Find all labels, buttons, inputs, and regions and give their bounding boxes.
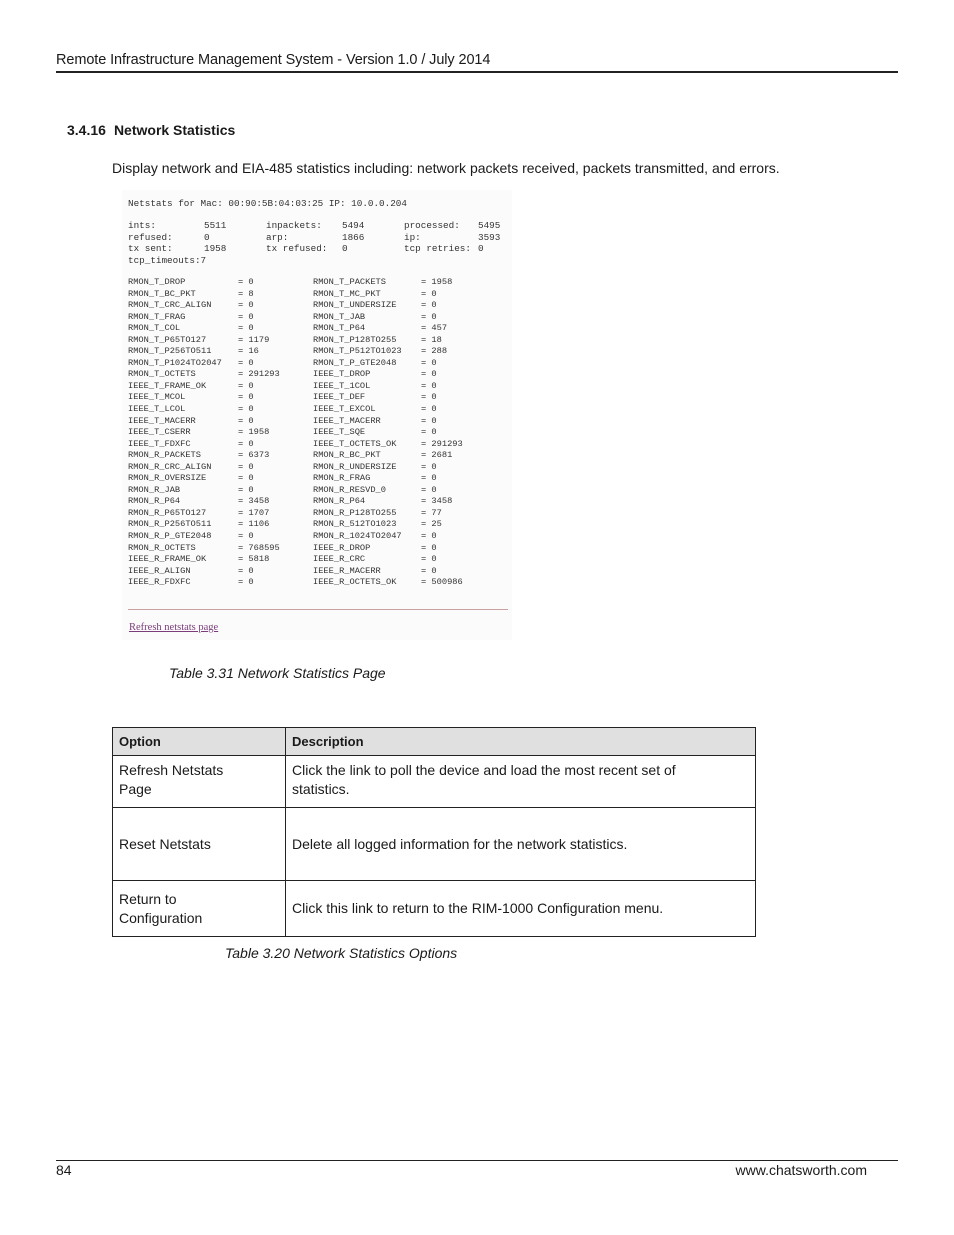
- summary-label: tx sent:: [128, 243, 173, 255]
- counter-value: = 0: [421, 461, 437, 472]
- table-row: [128, 358, 501, 370]
- netstats-counters: [128, 277, 501, 589]
- counter-name: RMON_T_DROP: [128, 277, 186, 287]
- summary-label: refused:: [128, 231, 173, 243]
- counter-name: IEEE_T_OCTETS_OK: [313, 438, 397, 449]
- table-row: [128, 450, 501, 462]
- table-row: [128, 508, 501, 520]
- option-text: Reset Netstats: [119, 835, 211, 852]
- counter-name: RMON_T_P512TO1023: [313, 346, 402, 357]
- counter-name: RMON_R_CRC_ALIGN: [128, 461, 212, 472]
- table-row: [113, 756, 756, 808]
- counter-value: = 1106: [238, 519, 270, 530]
- options-table: [112, 727, 756, 937]
- counter-name: RMON_T_MC_PKT: [313, 288, 381, 299]
- description-cell: [286, 756, 756, 808]
- counter-value: = 0: [421, 565, 437, 576]
- option-text: Refresh Netstats: [119, 762, 224, 778]
- summary-value: 3593: [478, 231, 501, 243]
- netstats-summary: [128, 220, 500, 266]
- counter-name: RMON_R_P128TO255: [313, 507, 397, 518]
- counter-name: RMON_T_P256TO511: [128, 346, 212, 357]
- counter-name: IEEE_T_DEF: [313, 392, 366, 403]
- counter-value: = 77: [421, 507, 442, 518]
- table-row: [128, 485, 501, 497]
- counter-name: RMON_R_UNDERSIZE: [313, 461, 397, 472]
- counter-name: RMON_R_BC_PKT: [313, 450, 381, 461]
- counter-name: IEEE_T_MACERR: [313, 415, 381, 426]
- counter-name: IEEE_T_DROP: [313, 369, 371, 380]
- counter-value: = 0: [238, 357, 254, 368]
- counter-value: = 8: [238, 288, 254, 299]
- counter-value: = 0: [238, 565, 254, 576]
- counter-name: IEEE_R_MACERR: [313, 565, 381, 576]
- counter-value: = 0: [421, 473, 437, 484]
- table-row: [128, 369, 501, 381]
- counter-value: = 0: [238, 277, 254, 287]
- counter-name: RMON_T_P1024TO2047: [128, 357, 222, 368]
- intro-paragraph: Display network and EIA-485 statistics including: network packets received, packets transmitted, and errors.: [112, 160, 780, 176]
- table-row: [128, 300, 501, 312]
- description-cell: [286, 881, 756, 937]
- counter-value: = 0: [421, 542, 437, 553]
- table-row: [128, 427, 501, 439]
- counter-value: = 0: [421, 357, 437, 368]
- option-cell: [113, 881, 286, 937]
- counter-name: IEEE_T_MACERR: [128, 415, 196, 426]
- counter-name: RMON_R_OCTETS: [128, 542, 196, 553]
- counter-name: IEEE_T_MCOL: [128, 392, 186, 403]
- option-text: Page: [119, 781, 152, 797]
- summary-row: [128, 220, 500, 232]
- counter-value: = 0: [238, 300, 254, 311]
- counter-value: = 0: [421, 415, 437, 426]
- table-row: [128, 392, 501, 404]
- counter-name: RMON_T_OCTETS: [128, 369, 196, 380]
- section-heading: [67, 122, 235, 138]
- options-header-row: [113, 728, 756, 756]
- counter-name: RMON_R_PACKETS: [128, 450, 201, 461]
- table-row: [128, 473, 501, 485]
- counter-name: IEEE_T_1COL: [313, 380, 371, 391]
- counter-value: = 0: [238, 392, 254, 403]
- counter-value: = 0: [421, 300, 437, 311]
- description-cell: [286, 808, 756, 881]
- table-row: [128, 577, 501, 589]
- counter-value: = 16: [238, 346, 259, 357]
- counter-value: = 0: [238, 473, 254, 484]
- description-text: Click the link to poll the device and load the most recent set of: [292, 762, 676, 778]
- summary-value: 0: [478, 243, 484, 255]
- counter-value: = 0: [421, 369, 437, 380]
- refresh-netstats-link[interactable]: Refresh netstats page: [129, 622, 219, 633]
- counter-name: IEEE_R_DROP: [313, 542, 371, 553]
- option-cell: [113, 808, 286, 881]
- counter-name: RMON_R_RESVD_0: [313, 484, 386, 495]
- counter-name: RMON_T_BC_PKT: [128, 288, 196, 299]
- tcp-timeouts: tcp_timeouts:7: [128, 254, 207, 266]
- counter-name: IEEE_R_CRC: [313, 554, 366, 565]
- counter-value: = 0: [421, 311, 437, 322]
- summary-label: tcp retries:: [404, 243, 471, 255]
- counter-name: IEEE_R_FRAME_OK: [128, 554, 207, 565]
- counter-value: = 0: [421, 531, 437, 542]
- counter-value: = 18: [421, 334, 442, 345]
- table-row: [128, 289, 501, 301]
- counter-name: RMON_R_512TO1023: [313, 519, 397, 530]
- counter-value: = 0: [238, 311, 254, 322]
- netstats-screenshot: [122, 190, 512, 640]
- counter-name: RMON_R_P64: [313, 496, 366, 507]
- counter-name: RMON_T_PACKETS: [313, 277, 386, 287]
- counter-name: RMON_R_JAB: [128, 484, 181, 495]
- summary-row: [128, 255, 500, 267]
- counter-value: = 0: [238, 484, 254, 495]
- counter-value: = 1958: [421, 277, 453, 287]
- table-row: [128, 381, 501, 393]
- counter-value: = 1958: [238, 427, 270, 438]
- summary-value: 5494: [342, 220, 365, 231]
- table-row: [128, 439, 501, 451]
- counter-name: IEEE_R_FDXFC: [128, 577, 191, 588]
- counter-value: = 0: [238, 461, 254, 472]
- summary-value: 0: [204, 231, 210, 243]
- counter-value: = 0: [421, 404, 437, 415]
- summary-value: 0: [342, 243, 348, 255]
- footer-url: www.chatsworth.com: [735, 1162, 867, 1178]
- counter-name: RMON_T_P_GTE2048: [313, 357, 397, 368]
- summary-value: 5495: [478, 220, 501, 231]
- section-title: Network Statistics: [113, 122, 236, 138]
- counter-value: = 0: [421, 288, 437, 299]
- counter-name: RMON_T_UNDERSIZE: [313, 300, 397, 311]
- section-number: 3.4.16: [67, 122, 106, 138]
- counter-value: = 2681: [421, 450, 453, 461]
- counter-name: IEEE_T_FRAME_OK: [128, 380, 207, 391]
- counter-name: RMON_T_P64: [313, 323, 366, 334]
- summary-label: processed:: [404, 220, 460, 231]
- header-rule: [56, 71, 898, 73]
- table-row: [128, 416, 501, 428]
- counter-name: IEEE_T_CSERR: [128, 427, 191, 438]
- counter-value: = 0: [238, 577, 254, 588]
- counter-value: = 0: [421, 484, 437, 495]
- document-header-title: Remote Infrastructure Management System - Version 1.0 / July 2014: [56, 52, 491, 68]
- netstats-header-line: Netstats for Mac: 00:90:5B:04:03:25 IP: 10.0.0.204: [128, 198, 407, 209]
- counter-name: RMON_R_OVERSIZE: [128, 473, 207, 484]
- table-row: [128, 323, 501, 335]
- table-row: [128, 496, 501, 508]
- table-row: [128, 531, 501, 543]
- counter-value: = 288: [421, 346, 448, 357]
- table-row: [128, 554, 501, 566]
- summary-row: [128, 243, 500, 255]
- summary-label: inpackets:: [266, 220, 322, 231]
- counter-value: = 0: [238, 438, 254, 449]
- counter-value: = 0: [238, 380, 254, 391]
- figure-caption: Table 3.31 Network Statistics Page: [169, 665, 386, 681]
- counter-name: RMON_T_COL: [128, 323, 181, 334]
- counter-name: RMON_R_1024TO2047: [313, 531, 402, 542]
- table-row: [128, 277, 501, 289]
- counter-name: RMON_T_FRAG: [128, 311, 186, 322]
- table-row: [128, 543, 501, 555]
- table-row: [128, 566, 501, 578]
- description-text: Click this link to return to the RIM-1000 Configuration menu.: [292, 900, 664, 916]
- table-row: [128, 404, 501, 416]
- counter-name: RMON_T_P128TO255: [313, 334, 397, 345]
- counter-name: IEEE_R_ALIGN: [128, 565, 191, 576]
- column-header-description: Description: [286, 728, 756, 756]
- description-text: statistics.: [292, 781, 350, 797]
- counter-name: IEEE_T_EXCOL: [313, 404, 376, 415]
- table-row: [128, 346, 501, 358]
- counter-value: = 457: [421, 323, 448, 334]
- table-row: [113, 808, 756, 881]
- table-row: [128, 312, 501, 324]
- summary-value: 1866: [342, 231, 365, 243]
- counter-name: RMON_R_P64: [128, 496, 181, 507]
- table-caption: Table 3.20 Network Statistics Options: [225, 945, 458, 961]
- table-row: [113, 881, 756, 937]
- counter-value: = 0: [238, 323, 254, 334]
- option-text: Return to: [119, 890, 177, 907]
- counter-value: = 0: [421, 380, 437, 391]
- counter-value: = 1707: [238, 507, 270, 518]
- description-text: Delete all logged information for the network statistics.: [292, 835, 628, 852]
- counter-value: = 5818: [238, 554, 270, 565]
- table-row: [128, 519, 501, 531]
- summary-label: tx refused:: [266, 243, 328, 255]
- counter-name: RMON_T_CRC_ALIGN: [128, 300, 212, 311]
- counter-name: RMON_R_P_GTE2048: [128, 531, 212, 542]
- counter-name: IEEE_R_OCTETS_OK: [313, 577, 397, 588]
- table-row: [128, 462, 501, 474]
- counter-value: = 1179: [238, 334, 270, 345]
- summary-label: ip:: [404, 231, 421, 243]
- counter-name: IEEE_T_FDXFC: [128, 438, 191, 449]
- counter-name: IEEE_T_LCOL: [128, 404, 186, 415]
- counter-name: RMON_R_P65TO127: [128, 507, 207, 518]
- summary-value: 1958: [204, 243, 227, 255]
- counter-value: = 3458: [238, 496, 270, 507]
- counter-name: RMON_R_P256TO511: [128, 519, 212, 530]
- counter-name: RMON_T_JAB: [313, 311, 366, 322]
- counter-value: = 291293: [421, 438, 463, 449]
- counter-value: = 0: [421, 392, 437, 403]
- counter-value: = 6373: [238, 450, 270, 461]
- counter-value: = 0: [421, 554, 437, 565]
- counter-value: = 0: [238, 415, 254, 426]
- footer-rule: [56, 1160, 898, 1161]
- counter-value: = 291293: [238, 369, 280, 380]
- counter-value: = 0: [421, 427, 437, 438]
- summary-label: arp:: [266, 231, 289, 243]
- column-header-option: Option: [113, 728, 286, 756]
- screenshot-divider: [128, 609, 508, 610]
- counter-value: = 25: [421, 519, 442, 530]
- option-cell: [113, 756, 286, 808]
- counter-name: IEEE_T_SQE: [313, 427, 366, 438]
- counter-name: RMON_T_P65TO127: [128, 334, 207, 345]
- option-text: Configuration: [119, 909, 203, 926]
- counter-value: = 768595: [238, 542, 280, 553]
- counter-name: RMON_R_FRAG: [313, 473, 371, 484]
- page-number: 84: [56, 1162, 72, 1178]
- summary-value: 5511: [204, 220, 227, 231]
- counter-value: = 0: [238, 404, 254, 415]
- counter-value: = 3458: [421, 496, 453, 507]
- summary-label: ints:: [128, 220, 156, 231]
- table-row: [128, 335, 501, 347]
- counter-value: = 500986: [421, 577, 463, 588]
- summary-row: [128, 232, 500, 244]
- counter-value: = 0: [238, 531, 254, 542]
